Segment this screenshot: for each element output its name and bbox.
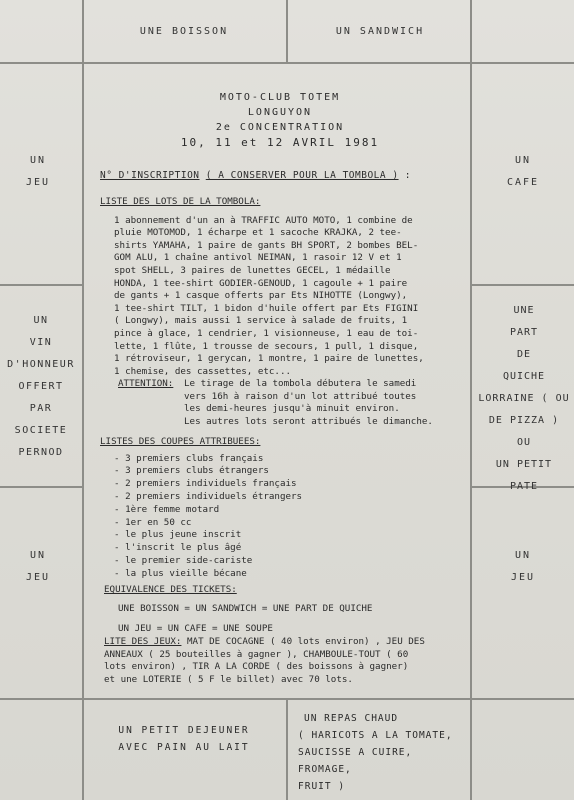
divider-right-1 xyxy=(472,284,574,286)
lots-body xyxy=(100,215,470,379)
tickets-line-2: UN JEU = UN CAFE = UNE SOUPE xyxy=(118,623,273,635)
divider-left-2 xyxy=(0,486,82,488)
divider-right-column xyxy=(470,0,472,800)
inscription-note: ( A CONSERVER POUR LA TOMBOLA ) xyxy=(205,170,399,181)
coupe-item: - la plus vieille bécane xyxy=(114,567,247,579)
attention-label: ATTENTION: xyxy=(118,378,174,389)
lots-line: de gants + 1 casque offerts par Ets NIHOTTE (Longwy), xyxy=(114,290,408,302)
coupe-item: - 2 premiers individuels étrangers xyxy=(114,490,303,502)
event-header xyxy=(90,90,470,150)
coupon-boisson: UNE BOISSON xyxy=(139,26,229,37)
jeux-line: et une LOTERIE ( 5 F le billet) avec 70 lots. xyxy=(104,673,353,685)
coupe-item: - 1er en 50 cc xyxy=(114,516,192,528)
coupe-item: - 3 premiers clubs français xyxy=(114,452,264,464)
coupon-petit-dejeuner: UN PETIT DEJEUNER AVEC PAIN AU LAIT xyxy=(118,725,250,753)
coupe-item: - 1ère femme motard xyxy=(114,503,220,515)
divider-bottom-center xyxy=(286,698,288,800)
lots-line: 1 rétroviseur, 1 gerycan, 1 montre, 1 paire de lunettes, xyxy=(114,353,424,365)
lots-line: spot SHELL, 3 paires de lunettes GECEL, 1 médaille xyxy=(114,264,391,276)
coupes-title: LISTES DES COUPES ATTRIBUEES: xyxy=(100,436,261,447)
jeux-section xyxy=(104,636,470,686)
divider-top xyxy=(0,62,574,64)
coupon-right-jeu: UN JEU xyxy=(510,550,536,583)
event-edition: 2e CONCENTRATION xyxy=(215,122,345,133)
jeux-line: LITE DES JEUX: MAT DE COCAGNE ( 40 lots environ) , JEU DES xyxy=(104,636,425,647)
lots-line: 1 tee-shirt TILT, 1 bidon d'huile offert par Ets FIGINI xyxy=(114,302,419,314)
coupe-item: - le premier side-cariste xyxy=(114,554,253,566)
attention-line: Les autres lots seront attribués le dimanche. xyxy=(184,415,433,427)
divider-left-column xyxy=(82,0,84,800)
lots-line: ( Longwy), mais aussi 1 service à salade de fruits, 1 xyxy=(114,315,408,327)
lots-line: GOM ALU, 1 chaîne antivol NEIMAN, 1 rasoir 12 V et 1 xyxy=(114,252,402,264)
jeux-line: ANNEAUX ( 25 bouteilles à gagner ), CHAMBOULE-TOUT ( 60 xyxy=(104,648,409,660)
lots-section xyxy=(100,196,470,378)
lots-line: 1 chemise, des cassettes, etc... xyxy=(114,365,292,377)
inscription-colon: : xyxy=(404,170,412,181)
event-dates: 10, 11 et 12 AVRIL 1981 xyxy=(180,136,380,149)
lots-line: shirts YAMAHA, 1 paire de gants BH SPORT, 2 bombes BEL- xyxy=(114,239,419,251)
coupon-repas-chaud: UN REPAS CHAUD ( HARICOTS A LA TOMATE, SAUCISSE A CUIRE, FROMAGE, FRUIT ) xyxy=(298,713,453,792)
attention-line: les demi-heures jusqu'à minuit environ. xyxy=(184,403,400,415)
lots-title: LISTE DES LOTS DE LA TOMBOLA: xyxy=(100,196,261,207)
inscription-label: N° D'INSCRIPTION xyxy=(100,170,200,181)
divider-left-1 xyxy=(0,284,82,286)
coupe-item: - l'inscrit le plus âgé xyxy=(114,542,242,554)
coupon-vin-honneur: UN VIN D'HONNEUR OFFERT PAR SOCIETE PERNOD xyxy=(7,315,75,458)
club-town: LONGUYON xyxy=(247,107,313,118)
coupon-quiche: UNE PART DE QUICHE LORRAINE ( OU DE PIZZA ) OU UN PETIT PATE xyxy=(478,305,570,492)
coupes-section xyxy=(100,436,480,581)
lots-line: pluie MOTOMOD, 1 écharpe et 1 sacoche KRAJKA, 2 tee- xyxy=(114,227,402,239)
lots-line: 1 abonnement d'un an à TRAFFIC AUTO MOTO, 1 combine de xyxy=(114,214,413,226)
jeux-label: LITE DES JEUX: xyxy=(104,636,182,647)
coupon-left-jeu-2: UN JEU xyxy=(25,550,51,583)
divider-top-center xyxy=(286,0,288,62)
club-name: MOTO-CLUB TOTEM xyxy=(219,92,341,103)
tickets-section xyxy=(104,584,484,636)
coupe-item: - le plus jeune inscrit xyxy=(114,529,242,541)
coupon-cafe: UN CAFE xyxy=(506,155,540,188)
tickets-title: EQUIVALENCE DES TICKETS: xyxy=(104,584,237,595)
jeux-line: lots environ) , TIR A LA CORDE ( des boissons à gagner) xyxy=(104,661,409,673)
attention-line: Le tirage de la tombola débutera le samedi xyxy=(184,378,417,389)
coupe-item: - 2 premiers individuels français xyxy=(114,478,297,490)
coupe-item: - 3 premiers clubs étrangers xyxy=(114,465,269,477)
lots-line: HONDA, 1 tee-shirt GODIER-GENOUD, 1 cagoule + 1 paire xyxy=(114,277,408,289)
inscription-line xyxy=(100,170,480,183)
coupon-sandwich: UN SANDWICH xyxy=(335,26,425,37)
tickets-line-1: UNE BOISSON = UN SANDWICH = UNE PART DE QUICHE xyxy=(118,602,373,614)
attention-line: vers 16h à raison d'un lot attribué toutes xyxy=(184,390,417,402)
lots-line: lette, 1 flûte, 1 trousse de secours, 1 pull, 1 disque, xyxy=(114,340,419,352)
lots-line: pince à glace, 1 cendrier, 1 visionneuse, 1 eau de toi- xyxy=(114,327,419,339)
attention-block xyxy=(118,378,470,428)
coupon-left-jeu-1: UN JEU xyxy=(25,155,51,188)
coupes-list xyxy=(100,453,480,581)
